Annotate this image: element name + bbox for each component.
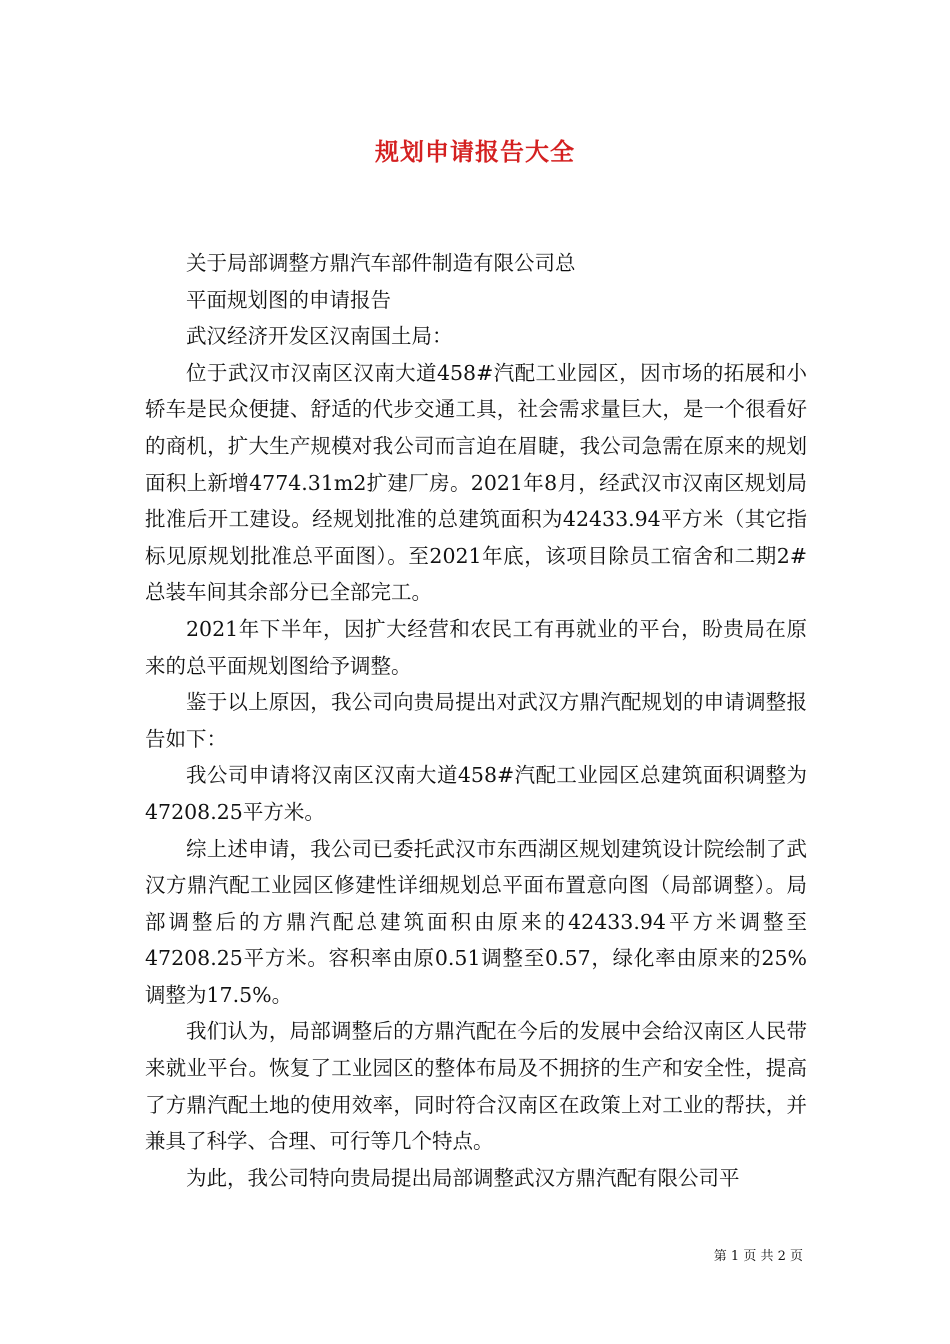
paragraph-conclusion: 为此，我公司特向贵局提出局部调整武汉方鼎汽配有限公司平 — [186, 1165, 740, 1190]
paragraph-background: 位于武汉市汉南区汉南大道458#汽配工业园区，因市场的拓展和小轿车是民众便捷、舒适的代步交通工具，社会需求量巨大，是一个很看好的商机，扩大生产规模对我公司而言迫在眉睫，我公司急需在原来的规划面积上新增4774.31m2扩建厂房。2021年8月，经武汉市汉南区规划局批准后开工建设。经规划批准的总建筑面积为42433.94平方米（其它指标见原规划批准总平面图）。至2021年底，该项目除员工宿舍和二期2#总装车间其余部分已全部完工。 — [145, 360, 807, 605]
subject-line-1: 关于局部调整方鼎汽车部件制造有限公司总 — [186, 251, 576, 275]
document-body — [145, 245, 807, 1196]
paragraph-area-request: 我公司申请将汉南区汉南大道458#汽配工业园区总建筑面积调整为47208.25平方米。 — [145, 763, 807, 824]
paragraph-request-reason: 2021年下半年，因扩大经营和农民工有再就业的平台，盼贵局在原来的总平面规划图给予调整。 — [145, 616, 807, 678]
subject-line-2: 平面规划图的申请报告 — [186, 287, 391, 312]
paragraph-intro-report: 鉴于以上原因，我公司向贵局提出对武汉方鼎汽配规划的申请调整报告如下： — [145, 690, 807, 751]
paragraph-adjustment-details: 综上述申请，我公司已委托武汉市东西湖区规划建筑设计院绘制了武汉方鼎汽配工业园区修建性详细规划总平面布置意向图（局部调整）。局部调整后的方鼎汽配总建筑面积由原来的42433.94平方米调整至47208.25平方米。容积率由原0.51调整至0.57，绿化率由原来的25%调整为17.5%。 — [145, 836, 807, 1007]
paragraph-benefits: 我们认为，局部调整后的方鼎汽配在今后的发展中会给汉南区人民带来就业平台。恢复了工业园区的整体布局及不拥挤的生产和安全性，提高了方鼎汽配土地的使用效率，同时符合汉南区在政策上对工业的帮扶，并兼具了科学、合理、可行等几个特点。 — [145, 1019, 807, 1154]
addressee: 武汉经济开发区汉南国土局： — [186, 324, 453, 349]
document-title: 规划申请报告大全 — [375, 137, 575, 166]
page-number: 第 1 页 共 2 页 — [713, 1249, 803, 1264]
